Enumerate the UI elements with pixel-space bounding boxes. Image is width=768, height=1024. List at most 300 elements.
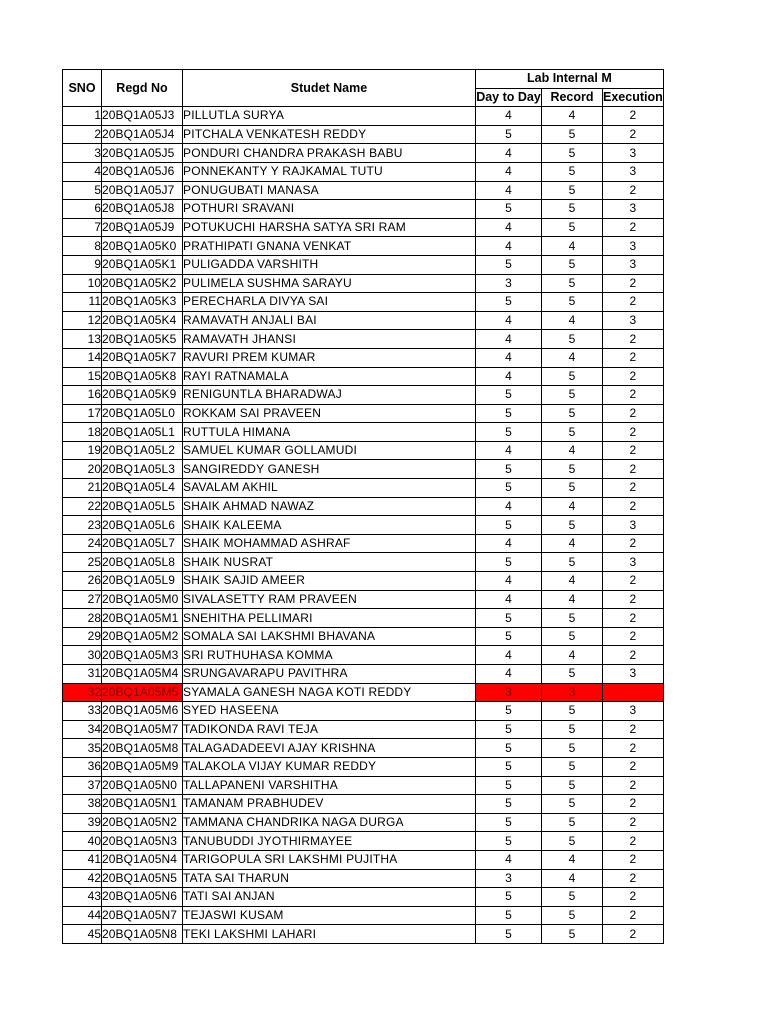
header-day-to-day: Day to Day	[476, 88, 542, 107]
cell-sno: 27	[63, 590, 102, 609]
cell-record: 5	[542, 293, 603, 312]
cell-day-to-day: 4	[476, 534, 542, 553]
cell-sno: 25	[63, 553, 102, 572]
cell-sno: 22	[63, 497, 102, 516]
cell-regd-no: 20BQ1A05N2	[102, 813, 183, 832]
cell-sno: 30	[63, 646, 102, 665]
marks-table	[62, 69, 664, 944]
cell-regd-no: 20BQ1A05K5	[102, 330, 183, 349]
cell-regd-no: 20BQ1A05J4	[102, 125, 183, 144]
cell-student-name: TANUBUDDI JYOTHIRMAYEE	[183, 832, 476, 851]
cell-day-to-day: 4	[476, 107, 542, 126]
cell-execution: 2	[603, 888, 664, 907]
cell-day-to-day: 4	[476, 441, 542, 460]
cell-record: 5	[542, 832, 603, 851]
table-row	[63, 516, 664, 535]
cell-regd-no: 20BQ1A05K3	[102, 293, 183, 312]
cell-day-to-day: 4	[476, 162, 542, 181]
cell-student-name: TARIGOPULA SRI LAKSHMI PUJITHA	[183, 850, 476, 869]
cell-day-to-day: 4	[476, 237, 542, 256]
cell-day-to-day: 5	[476, 553, 542, 572]
cell-regd-no: 20BQ1A05K0	[102, 237, 183, 256]
cell-regd-no: 20BQ1A05M2	[102, 627, 183, 646]
cell-day-to-day: 4	[476, 330, 542, 349]
cell-record: 4	[542, 497, 603, 516]
cell-execution: 2	[603, 441, 664, 460]
cell-student-name: PULIMELA SUSHMA SARAYU	[183, 274, 476, 293]
cell-regd-no: 20BQ1A05L1	[102, 423, 183, 442]
cell-sno: 3	[63, 144, 102, 163]
cell-record: 5	[542, 813, 603, 832]
cell-student-name: TALLAPANENI VARSHITHA	[183, 776, 476, 795]
cell-student-name: PITCHALA VENKATESH REDDY	[183, 125, 476, 144]
cell-student-name: PULIGADDA VARSHITH	[183, 255, 476, 274]
cell-record: 5	[542, 665, 603, 684]
table-row	[63, 609, 664, 628]
cell-record: 4	[542, 107, 603, 126]
cell-execution: 2	[603, 739, 664, 758]
cell-student-name: POTUKUCHI HARSHA SATYA SRI RAM	[183, 218, 476, 237]
cell-sno: 23	[63, 516, 102, 535]
cell-day-to-day: 4	[476, 367, 542, 386]
cell-student-name: TATI SAI ANJAN	[183, 888, 476, 907]
table-row	[63, 367, 664, 386]
cell-regd-no: 20BQ1A05N4	[102, 850, 183, 869]
cell-record: 5	[542, 330, 603, 349]
cell-student-name: PONNEKANTY Y RAJKAMAL TUTU	[183, 162, 476, 181]
cell-sno: 44	[63, 906, 102, 925]
cell-record: 5	[542, 423, 603, 442]
cell-execution: 2	[603, 627, 664, 646]
cell-execution: 3	[603, 237, 664, 256]
cell-record: 5	[542, 888, 603, 907]
table-row	[63, 553, 664, 572]
cell-day-to-day: 5	[476, 888, 542, 907]
table-row	[63, 888, 664, 907]
cell-day-to-day: 5	[476, 479, 542, 498]
cell-student-name: SOMALA SAI LAKSHMI BHAVANA	[183, 627, 476, 646]
cell-regd-no: 20BQ1A05N6	[102, 888, 183, 907]
cell-regd-no: 20BQ1A05M3	[102, 646, 183, 665]
cell-record: 4	[542, 869, 603, 888]
cell-day-to-day: 5	[476, 460, 542, 479]
cell-day-to-day: 5	[476, 739, 542, 758]
cell-execution: 2	[603, 386, 664, 405]
cell-student-name: TALAGADADEEVI AJAY KRISHNA	[183, 739, 476, 758]
cell-record: 4	[542, 646, 603, 665]
cell-student-name: SIVALASETTY RAM PRAVEEN	[183, 590, 476, 609]
cell-sno: 34	[63, 720, 102, 739]
cell-sno: 9	[63, 255, 102, 274]
cell-record: 5	[542, 906, 603, 925]
table-row	[63, 330, 664, 349]
cell-execution: 2	[603, 869, 664, 888]
cell-regd-no: 20BQ1A05L0	[102, 404, 183, 423]
table-row	[63, 757, 664, 776]
cell-sno: 6	[63, 200, 102, 219]
cell-sno: 24	[63, 534, 102, 553]
cell-execution: 3	[603, 665, 664, 684]
table-row	[63, 293, 664, 312]
cell-execution: 3	[603, 311, 664, 330]
cell-day-to-day: 5	[476, 925, 542, 944]
cell-day-to-day: 4	[476, 181, 542, 200]
cell-sno: 28	[63, 609, 102, 628]
cell-day-to-day: 4	[476, 665, 542, 684]
cell-day-to-day: 5	[476, 125, 542, 144]
cell-sno: 2	[63, 125, 102, 144]
cell-record: 4	[542, 311, 603, 330]
cell-sno: 40	[63, 832, 102, 851]
cell-sno: 43	[63, 888, 102, 907]
table-row	[63, 497, 664, 516]
cell-student-name: TEJASWI KUSAM	[183, 906, 476, 925]
table-row	[63, 627, 664, 646]
cell-regd-no: 20BQ1A05N5	[102, 869, 183, 888]
cell-execution: 3	[603, 255, 664, 274]
table-row	[63, 348, 664, 367]
cell-sno: 29	[63, 627, 102, 646]
table-row	[63, 534, 664, 553]
cell-sno: 12	[63, 311, 102, 330]
cell-sno: 5	[63, 181, 102, 200]
cell-execution: 2	[603, 776, 664, 795]
cell-regd-no: 20BQ1A05M8	[102, 739, 183, 758]
cell-regd-no: 20BQ1A05N1	[102, 795, 183, 814]
cell-regd-no: 20BQ1A05L9	[102, 572, 183, 591]
cell-sno: 18	[63, 423, 102, 442]
cell-execution: 3	[603, 553, 664, 572]
cell-record: 5	[542, 404, 603, 423]
cell-regd-no: 20BQ1A05L2	[102, 441, 183, 460]
cell-sno: 13	[63, 330, 102, 349]
cell-record: 5	[542, 516, 603, 535]
cell-execution: 2	[603, 925, 664, 944]
cell-regd-no: 20BQ1A05M5	[102, 683, 183, 702]
table-row	[63, 274, 664, 293]
cell-sno: 15	[63, 367, 102, 386]
cell-student-name: SAMUEL KUMAR GOLLAMUDI	[183, 441, 476, 460]
cell-execution: 2	[603, 795, 664, 814]
cell-sno: 8	[63, 237, 102, 256]
header-regd-no: Regd No	[102, 70, 183, 107]
cell-sno: 32	[63, 683, 102, 702]
table-row	[63, 869, 664, 888]
cell-regd-no: 20BQ1A05L4	[102, 479, 183, 498]
cell-regd-no: 20BQ1A05K8	[102, 367, 183, 386]
cell-execution: 2	[603, 274, 664, 293]
cell-day-to-day: 5	[476, 906, 542, 925]
cell-record: 5	[542, 125, 603, 144]
cell-regd-no: 20BQ1A05K1	[102, 255, 183, 274]
cell-day-to-day: 5	[476, 200, 542, 219]
cell-execution: 3	[603, 144, 664, 163]
cell-regd-no: 20BQ1A05J6	[102, 162, 183, 181]
cell-student-name: SRI RUTHUHASA KOMMA	[183, 646, 476, 665]
cell-day-to-day: 5	[476, 423, 542, 442]
table-row	[63, 125, 664, 144]
cell-student-name: POTHURI SRAVANI	[183, 200, 476, 219]
cell-student-name: ROKKAM SAI PRAVEEN	[183, 404, 476, 423]
cell-day-to-day: 4	[476, 348, 542, 367]
header-student-name: Studet Name	[183, 70, 476, 107]
table-body	[63, 107, 664, 944]
cell-regd-no: 20BQ1A05N8	[102, 925, 183, 944]
cell-student-name: TALAKOLA VIJAY KUMAR REDDY	[183, 757, 476, 776]
table-row	[63, 479, 664, 498]
cell-execution: 3	[603, 516, 664, 535]
header-execution: Execution	[603, 88, 664, 107]
cell-record: 5	[542, 925, 603, 944]
cell-regd-no: 20BQ1A05J9	[102, 218, 183, 237]
cell-day-to-day: 4	[476, 311, 542, 330]
table-row	[63, 813, 664, 832]
cell-execution: 2	[603, 367, 664, 386]
cell-student-name: RUTTULA HIMANA	[183, 423, 476, 442]
cell-record: 5	[542, 200, 603, 219]
cell-sno: 20	[63, 460, 102, 479]
table-row	[63, 795, 664, 814]
table-row	[63, 776, 664, 795]
cell-day-to-day: 4	[476, 144, 542, 163]
table-row	[63, 200, 664, 219]
cell-record: 3	[542, 683, 603, 702]
cell-student-name: RAMAVATH JHANSI	[183, 330, 476, 349]
cell-regd-no: 20BQ1A05N0	[102, 776, 183, 795]
table-row	[63, 683, 664, 702]
header-record: Record	[542, 88, 603, 107]
cell-sno: 17	[63, 404, 102, 423]
cell-day-to-day: 5	[476, 702, 542, 721]
cell-regd-no: 20BQ1A05M0	[102, 590, 183, 609]
table-row	[63, 850, 664, 869]
header-lab-internal-marks: Lab Internal M	[476, 70, 664, 89]
cell-sno: 21	[63, 479, 102, 498]
cell-regd-no: 20BQ1A05J7	[102, 181, 183, 200]
cell-sno: 4	[63, 162, 102, 181]
cell-record: 5	[542, 367, 603, 386]
cell-regd-no: 20BQ1A05M7	[102, 720, 183, 739]
table-row	[63, 832, 664, 851]
cell-student-name: RAVURI PREM KUMAR	[183, 348, 476, 367]
cell-sno: 16	[63, 386, 102, 405]
cell-regd-no: 20BQ1A05L3	[102, 460, 183, 479]
table-row	[63, 237, 664, 256]
cell-execution: 2	[603, 107, 664, 126]
cell-record: 5	[542, 386, 603, 405]
cell-record: 5	[542, 702, 603, 721]
table-row	[63, 311, 664, 330]
table-row	[63, 906, 664, 925]
cell-execution: 2	[603, 757, 664, 776]
cell-execution: 2	[603, 832, 664, 851]
table-row	[63, 460, 664, 479]
cell-student-name: SYED HASEENA	[183, 702, 476, 721]
table-row	[63, 162, 664, 181]
header-sno: SNO	[63, 70, 102, 107]
cell-sno: 38	[63, 795, 102, 814]
cell-execution: 2	[603, 646, 664, 665]
table-row	[63, 404, 664, 423]
cell-student-name: SYAMALA GANESH NAGA KOTI REDDY	[183, 683, 476, 702]
cell-record: 5	[542, 757, 603, 776]
table-row	[63, 107, 664, 126]
cell-day-to-day: 3	[476, 869, 542, 888]
cell-student-name: RAMAVATH ANJALI BAI	[183, 311, 476, 330]
cell-regd-no: 20BQ1A05K4	[102, 311, 183, 330]
cell-record: 5	[542, 553, 603, 572]
cell-student-name: SAVALAM AKHIL	[183, 479, 476, 498]
cell-sno: 39	[63, 813, 102, 832]
cell-day-to-day: 3	[476, 274, 542, 293]
cell-student-name: TAMMANA CHANDRIKA NAGA DURGA	[183, 813, 476, 832]
cell-execution: 2	[603, 609, 664, 628]
table-row	[63, 646, 664, 665]
cell-day-to-day: 4	[476, 850, 542, 869]
cell-execution	[603, 683, 664, 702]
cell-record: 5	[542, 720, 603, 739]
cell-record: 5	[542, 144, 603, 163]
cell-record: 5	[542, 627, 603, 646]
cell-sno: 41	[63, 850, 102, 869]
cell-record: 4	[542, 534, 603, 553]
cell-regd-no: 20BQ1A05L5	[102, 497, 183, 516]
cell-student-name: TEKI LAKSHMI LAHARI	[183, 925, 476, 944]
cell-record: 5	[542, 274, 603, 293]
cell-student-name: PERECHARLA DIVYA SAI	[183, 293, 476, 312]
table-row	[63, 739, 664, 758]
cell-record: 4	[542, 348, 603, 367]
cell-day-to-day: 5	[476, 720, 542, 739]
cell-student-name: PONUGUBATI MANASA	[183, 181, 476, 200]
cell-execution: 2	[603, 850, 664, 869]
cell-student-name: SHAIK AHMAD NAWAZ	[183, 497, 476, 516]
cell-regd-no: 20BQ1A05N7	[102, 906, 183, 925]
cell-sno: 7	[63, 218, 102, 237]
cell-student-name: SHAIK NUSRAT	[183, 553, 476, 572]
cell-regd-no: 20BQ1A05J3	[102, 107, 183, 126]
cell-day-to-day: 5	[476, 757, 542, 776]
cell-execution: 2	[603, 813, 664, 832]
cell-regd-no: 20BQ1A05M4	[102, 665, 183, 684]
cell-regd-no: 20BQ1A05N3	[102, 832, 183, 851]
cell-day-to-day: 4	[476, 497, 542, 516]
cell-sno: 19	[63, 441, 102, 460]
cell-execution: 2	[603, 479, 664, 498]
cell-regd-no: 20BQ1A05J8	[102, 200, 183, 219]
table-row	[63, 720, 664, 739]
cell-regd-no: 20BQ1A05M9	[102, 757, 183, 776]
cell-execution: 2	[603, 404, 664, 423]
cell-execution: 2	[603, 590, 664, 609]
table-row	[63, 665, 664, 684]
cell-regd-no: 20BQ1A05K7	[102, 348, 183, 367]
cell-record: 5	[542, 460, 603, 479]
cell-day-to-day: 4	[476, 572, 542, 591]
cell-day-to-day: 5	[476, 795, 542, 814]
table-row	[63, 590, 664, 609]
cell-student-name: SANGIREDDY GANESH	[183, 460, 476, 479]
cell-regd-no: 20BQ1A05J5	[102, 144, 183, 163]
cell-day-to-day: 5	[476, 404, 542, 423]
cell-record: 5	[542, 795, 603, 814]
cell-sno: 45	[63, 925, 102, 944]
cell-student-name: PRATHIPATI GNANA VENKAT	[183, 237, 476, 256]
cell-student-name: TATA SAI THARUN	[183, 869, 476, 888]
cell-day-to-day: 5	[476, 516, 542, 535]
cell-day-to-day: 3	[476, 683, 542, 702]
cell-student-name: SRUNGAVARAPU PAVITHRA	[183, 665, 476, 684]
cell-day-to-day: 5	[476, 627, 542, 646]
cell-record: 4	[542, 572, 603, 591]
cell-regd-no: 20BQ1A05M1	[102, 609, 183, 628]
cell-execution: 2	[603, 720, 664, 739]
cell-record: 5	[542, 255, 603, 274]
cell-execution: 2	[603, 460, 664, 479]
cell-day-to-day: 5	[476, 386, 542, 405]
cell-execution: 2	[603, 218, 664, 237]
cell-sno: 10	[63, 274, 102, 293]
cell-execution: 2	[603, 906, 664, 925]
cell-record: 4	[542, 237, 603, 256]
cell-execution: 2	[603, 348, 664, 367]
table-row	[63, 441, 664, 460]
table-row	[63, 218, 664, 237]
cell-regd-no: 20BQ1A05K2	[102, 274, 183, 293]
cell-day-to-day: 5	[476, 609, 542, 628]
table-row	[63, 386, 664, 405]
cell-day-to-day: 5	[476, 293, 542, 312]
table-row	[63, 702, 664, 721]
cell-record: 4	[542, 590, 603, 609]
cell-sno: 26	[63, 572, 102, 591]
cell-day-to-day: 5	[476, 813, 542, 832]
cell-day-to-day: 5	[476, 255, 542, 274]
cell-student-name: RENIGUNTLA BHARADWAJ	[183, 386, 476, 405]
table-row	[63, 925, 664, 944]
cell-student-name: PILLUTLA SURYA	[183, 107, 476, 126]
cell-execution: 2	[603, 181, 664, 200]
cell-execution: 3	[603, 200, 664, 219]
cell-day-to-day: 4	[476, 646, 542, 665]
cell-sno: 36	[63, 757, 102, 776]
cell-student-name: RAYI RATNAMALA	[183, 367, 476, 386]
cell-record: 5	[542, 162, 603, 181]
cell-day-to-day: 5	[476, 776, 542, 795]
cell-student-name: TADIKONDA RAVI TEJA	[183, 720, 476, 739]
cell-execution: 2	[603, 330, 664, 349]
cell-record: 5	[542, 479, 603, 498]
cell-record: 5	[542, 181, 603, 200]
cell-execution: 2	[603, 423, 664, 442]
cell-execution: 2	[603, 497, 664, 516]
cell-student-name: SHAIK KALEEMA	[183, 516, 476, 535]
table-row	[63, 572, 664, 591]
cell-execution: 2	[603, 293, 664, 312]
cell-sno: 31	[63, 665, 102, 684]
cell-record: 5	[542, 776, 603, 795]
cell-sno: 33	[63, 702, 102, 721]
cell-sno: 1	[63, 107, 102, 126]
cell-student-name: SHAIK MOHAMMAD ASHRAF	[183, 534, 476, 553]
cell-regd-no: 20BQ1A05K9	[102, 386, 183, 405]
cell-regd-no: 20BQ1A05L7	[102, 534, 183, 553]
cell-student-name: SHAIK SAJID AMEER	[183, 572, 476, 591]
cell-regd-no: 20BQ1A05M6	[102, 702, 183, 721]
cell-student-name: PONDURI CHANDRA PRAKASH BABU	[183, 144, 476, 163]
cell-student-name: SNEHITHA PELLIMARI	[183, 609, 476, 628]
cell-regd-no: 20BQ1A05L6	[102, 516, 183, 535]
